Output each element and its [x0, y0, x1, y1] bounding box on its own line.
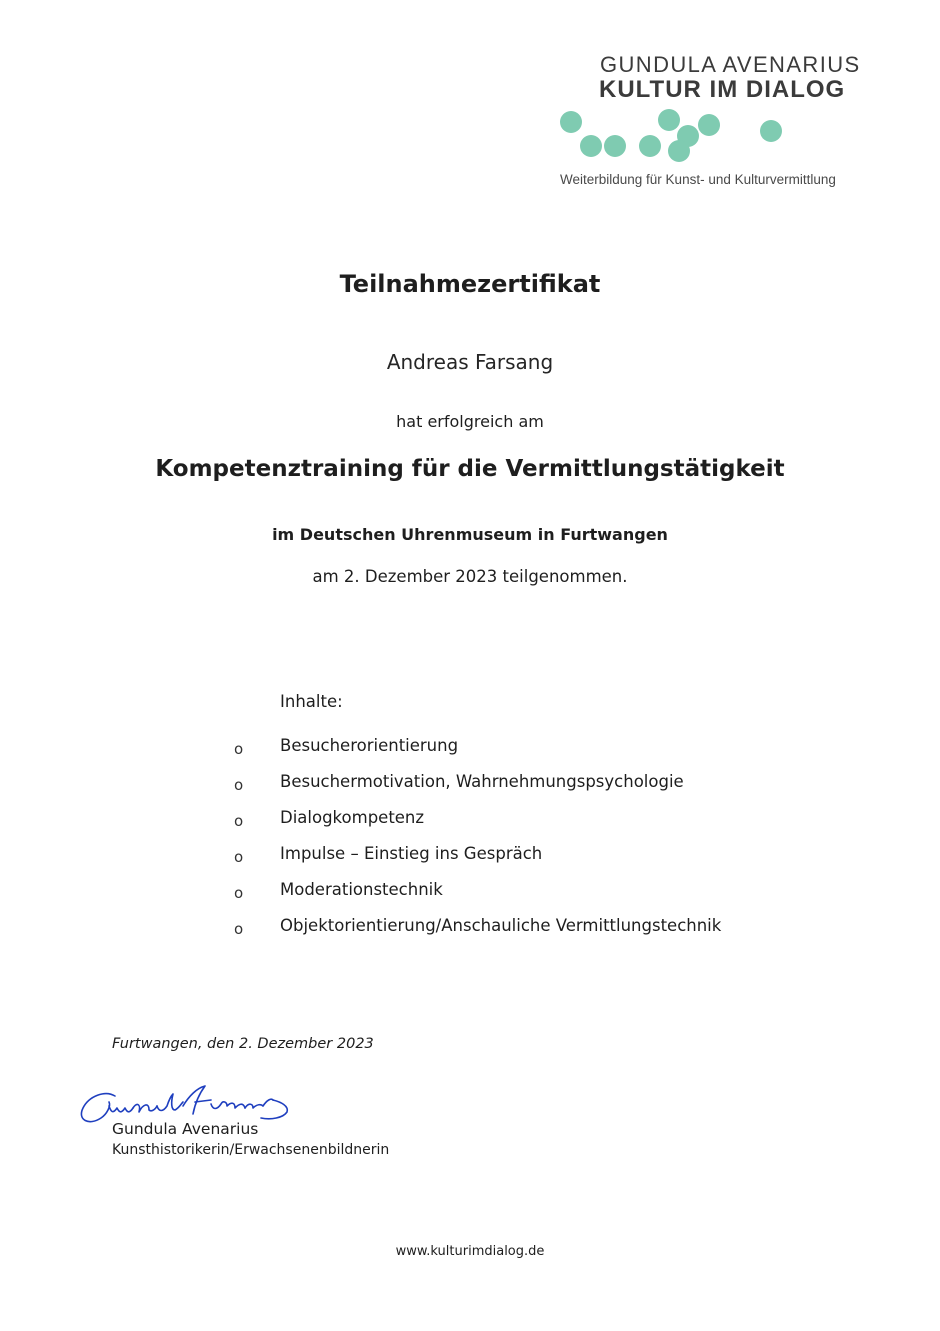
bullet-icon: o: [234, 848, 244, 866]
participant-name: Andreas Farsang: [386, 350, 554, 374]
intro-text: hat erfolgreich am: [396, 412, 544, 431]
list-item-text: Objektorientierung/Anschauliche Vermittlungstechnik: [280, 916, 722, 935]
contents-list: [0, 736, 900, 952]
signer-name: Gundula Avenarius: [112, 1120, 259, 1138]
course-location: im Deutschen Uhrenmuseum in Furtwangen: [272, 525, 668, 544]
logo-dot: [560, 111, 582, 133]
bullet-icon: o: [234, 776, 244, 794]
logo-dot: [639, 135, 661, 157]
list-item-text: Dialogkompetenz: [280, 808, 425, 827]
list-item: [0, 880, 900, 916]
list-item: [0, 844, 900, 880]
signer-role: Kunsthistorikerin/Erwachsenenbildnerin: [112, 1142, 390, 1158]
list-item-text: Moderationstechnik: [280, 880, 443, 899]
place-and-date: Furtwangen, den 2. Dezember 2023: [112, 1036, 374, 1052]
website-link[interactable]: www.kulturimdialog.de: [395, 1244, 545, 1259]
bullet-icon: o: [234, 812, 244, 830]
logo-dot: [580, 135, 602, 157]
logo-dot: [668, 140, 690, 162]
course-title: Kompetenztraining für die Vermittlungstätigkeit: [155, 456, 785, 482]
certificate-title: Teilnahmezertifikat: [339, 270, 601, 298]
list-item-text: Besucherorientierung: [280, 736, 459, 755]
bullet-icon: o: [234, 740, 244, 758]
logo-title-line2: KULTUR IM DIALOG: [599, 76, 846, 103]
dots-cluster-icon: [555, 108, 795, 164]
list-item-text: Impulse – Einstieg ins Gespräch: [280, 844, 543, 863]
contents-label: Inhalte:: [280, 692, 343, 711]
logo-dots-group: [560, 109, 782, 162]
logo-tagline: Weiterbildung für Kunst- und Kulturvermittlung: [560, 172, 836, 187]
list-item: [0, 736, 900, 772]
logo-dot: [658, 109, 680, 131]
list-item: [0, 916, 900, 952]
list-item: [0, 808, 900, 844]
logo-dot: [760, 120, 782, 142]
participation-date: am 2. Dezember 2023 teilgenommen.: [312, 567, 628, 586]
bullet-icon: o: [234, 884, 244, 902]
logo-dot: [698, 114, 720, 136]
logo-dot: [604, 135, 626, 157]
logo-title-line1: GUNDULA AVENARIUS: [600, 52, 861, 77]
list-item-text: Besuchermotivation, Wahrnehmungspsychologie: [280, 772, 684, 791]
list-item: [0, 772, 900, 808]
bullet-icon: o: [234, 920, 244, 938]
logo: [555, 52, 861, 197]
